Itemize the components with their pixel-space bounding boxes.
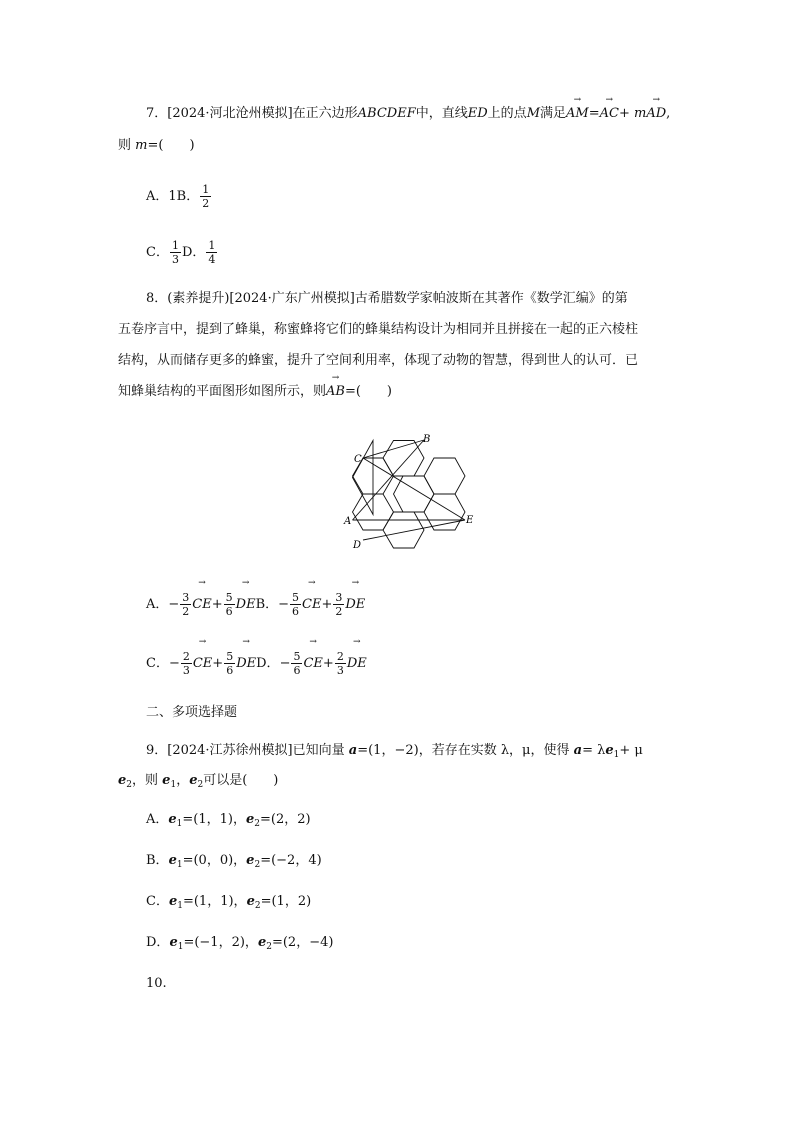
- sign: +: [212, 656, 224, 671]
- vector-de: → DE: [236, 588, 256, 622]
- q7-coef-m: m: [634, 106, 647, 121]
- e-letter: e: [168, 894, 178, 909]
- e1-value: =(1，1)，: [182, 894, 247, 909]
- e2-value: =(−2，4): [260, 853, 322, 868]
- sign: +: [321, 597, 333, 612]
- sign: +: [211, 597, 223, 612]
- hex-cell: [394, 476, 435, 512]
- honeycomb-figure: [330, 425, 490, 570]
- q8-c-frac2: [224, 650, 235, 677]
- q9-option-c: [146, 893, 311, 915]
- vector-ce: → CE: [303, 647, 322, 681]
- q7-options-ab: [146, 180, 212, 214]
- vector-de: → DE: [236, 647, 256, 681]
- q9-e2b: e: [189, 773, 198, 788]
- q8-option-d-label: D．: [256, 656, 280, 671]
- label-d: D: [353, 540, 362, 551]
- q8-vector-ab: → AB: [326, 383, 345, 401]
- frac-den: 6: [293, 664, 301, 677]
- option-label: C．: [146, 894, 169, 909]
- q8-line3: 结构，从而储存更多的蜂蜜，提升了空间利用率，体现了动物的智慧，得到世人的认可．已: [118, 353, 639, 368]
- q7-number: 7．: [146, 106, 168, 121]
- vector-de: → DE: [347, 647, 367, 681]
- q7-option-d-fraction: [206, 239, 217, 266]
- q9-comma: ，: [176, 773, 190, 788]
- q7-options-cd: [146, 236, 218, 270]
- subscript: 1: [176, 860, 183, 870]
- q9-then: ，则: [132, 773, 159, 788]
- q9-text-c: = λ: [582, 743, 606, 758]
- label-c: C: [354, 454, 362, 465]
- q7-line1: [146, 105, 670, 123]
- e2-value: =(2，−4): [271, 935, 334, 950]
- label-a: A: [344, 516, 352, 527]
- q9-e1b: e: [162, 773, 171, 788]
- e2-value: =(2，2): [260, 812, 311, 827]
- q8-b-frac2: [333, 591, 344, 618]
- subscript: 2: [126, 780, 133, 790]
- vector-ce: → CE: [302, 588, 321, 622]
- q7-line-ed: ED: [467, 106, 488, 121]
- q7-text-b: 中，直线: [415, 106, 468, 121]
- e-letter: e: [257, 935, 267, 950]
- subscript: 1: [177, 901, 183, 911]
- q7-option-c-fraction: [170, 239, 181, 266]
- e1-value: =(0，0)，: [182, 853, 247, 868]
- option-label: D．: [146, 935, 170, 950]
- q7-then: 则: [118, 138, 132, 153]
- e-letter: e: [246, 812, 255, 827]
- q7-option-a: A．1: [146, 189, 177, 204]
- frac-den: 6: [292, 605, 300, 618]
- q7-option-c-label: C．: [146, 245, 169, 260]
- hex-cell: [424, 458, 465, 494]
- q9-option-d: [146, 934, 333, 956]
- q8-option-c-label: C．: [146, 656, 169, 671]
- q9-option-a: [146, 811, 311, 833]
- vector-ce: → CE: [193, 647, 212, 681]
- subscript: 1: [613, 750, 620, 760]
- label-e: E: [466, 515, 474, 526]
- q7-blank: =( ): [147, 138, 195, 153]
- frac-num: 5: [225, 591, 233, 604]
- option-label: A．: [146, 812, 169, 827]
- q9-blank: 可以是( ): [203, 773, 279, 788]
- subscript: 1: [170, 780, 177, 790]
- vector-ce: → CE: [192, 588, 211, 622]
- frac-num: 3: [182, 591, 190, 604]
- vector-de: → DE: [345, 588, 365, 622]
- subscript: 1: [177, 942, 184, 952]
- q7-hexagon-name: ABCDEF: [357, 106, 416, 121]
- q7-text-c: 上的点: [487, 106, 527, 121]
- frac-num: 1: [171, 239, 179, 252]
- q9-e2: e: [118, 773, 127, 788]
- e-letter: e: [246, 894, 255, 909]
- e1-value: =(1，1)，: [182, 812, 246, 827]
- sign: −: [278, 597, 290, 612]
- q7-end-comma: ,: [666, 106, 671, 121]
- frac-den: 3: [182, 664, 190, 677]
- q7-option-b-label: B．: [176, 189, 200, 204]
- frac-den: 3: [336, 664, 344, 677]
- q8-options-cd: [146, 647, 367, 681]
- q7-vector-am: → AM: [566, 105, 589, 123]
- frac-num: 2: [182, 650, 190, 663]
- q8-line1: 8．(素养提升)[2024·广东广州模拟]古希腊数学家帕波斯在其著作《数学汇编》的第: [146, 291, 628, 306]
- frac-den: 6: [225, 605, 233, 618]
- q7-vector-ac: → AC: [600, 105, 619, 123]
- sign: −: [279, 656, 291, 671]
- q8-d-frac1: [291, 650, 302, 677]
- q8-option-b-label: B．: [255, 597, 279, 612]
- sign: +: [322, 656, 334, 671]
- frac-num: 3: [335, 591, 343, 604]
- q9-text-d: + μ: [619, 743, 643, 758]
- q7-text-a: 在正六边形: [292, 106, 358, 121]
- q9-vector-a: a: [348, 743, 358, 758]
- q8-b-frac1: [290, 591, 301, 618]
- frac-den: 4: [208, 253, 216, 266]
- q7-vector-ad: → AD: [646, 105, 666, 123]
- frac-num: 5: [226, 650, 234, 663]
- q8-text: 知蜂巢结构的平面图形如图所示，则: [118, 384, 327, 399]
- segment-ab: [353, 440, 425, 520]
- q8-line4: [118, 383, 392, 401]
- hex-cell: [383, 512, 424, 548]
- q8-a-frac1: [180, 591, 191, 618]
- q9-line2: [118, 772, 278, 794]
- q8-line2: 五卷序言中，提到了蜂巢，称蜜蜂将它们的蜂巢结构设计为相同并且拼接在一起的正六棱柱: [118, 322, 639, 337]
- sign: −: [168, 656, 180, 671]
- e1-value: =(−1，2)，: [183, 935, 258, 950]
- frac-num: 2: [336, 650, 344, 663]
- q7-line2: [118, 137, 195, 155]
- subscript: 2: [254, 860, 261, 870]
- subscript: 2: [266, 942, 272, 952]
- q9-option-b: [146, 852, 322, 874]
- q8-option-a-label: A．: [146, 597, 169, 612]
- e2-value: =(1，2): [260, 894, 312, 909]
- section-title: 二、多项选择题: [146, 705, 238, 720]
- q9-line1: [146, 742, 643, 764]
- subscript: 2: [254, 901, 261, 911]
- subscript: 1: [176, 819, 183, 829]
- q7-eq: =: [588, 106, 600, 121]
- e-letter: e: [168, 853, 177, 868]
- e-letter: e: [168, 812, 177, 827]
- e-letter: e: [169, 935, 178, 950]
- q7-point-m: M: [526, 106, 540, 121]
- q7-plus: +: [618, 106, 630, 121]
- hex-cell: [353, 441, 374, 515]
- frac-den: 6: [226, 664, 234, 677]
- subscript: 2: [197, 780, 204, 790]
- frac-num: 5: [293, 650, 301, 663]
- q7-m: m: [135, 138, 148, 153]
- q9-text-b: =(1，−2)，若存在实数 λ，μ，使得: [357, 743, 570, 758]
- sign: −: [168, 597, 180, 612]
- q7-source: [2024·河北沧州模拟]: [167, 106, 293, 121]
- q7-text-d: 满足: [540, 106, 567, 121]
- q9-text-a: 9．[2024·江苏徐州模拟]已知向量: [146, 743, 345, 758]
- q8-blank: =( ): [344, 384, 393, 399]
- frac-den: 3: [171, 253, 179, 266]
- q8-options-ab: [146, 588, 365, 622]
- segment-ce: [363, 458, 465, 520]
- q8-a-frac2: [224, 591, 235, 618]
- frac-num: 5: [292, 591, 300, 604]
- frac-den: 2: [202, 197, 210, 210]
- q8-d-frac2: [335, 650, 346, 677]
- q9-e1: e: [605, 743, 614, 758]
- e-letter: e: [246, 853, 255, 868]
- hex-cell: [424, 494, 465, 530]
- q7-option-d-label: D．: [181, 245, 206, 260]
- subscript: 2: [254, 819, 261, 829]
- frac-den: 2: [335, 605, 343, 618]
- q9-vector-a2: a: [573, 743, 583, 758]
- option-label: B．: [146, 853, 169, 868]
- q7-option-b-fraction: [200, 183, 211, 210]
- frac-num: 1: [208, 239, 216, 252]
- frac-num: 1: [202, 183, 210, 196]
- q8-c-frac1: [181, 650, 192, 677]
- q10-number: 10.: [146, 976, 167, 991]
- frac-den: 2: [182, 605, 190, 618]
- label-b: B: [423, 434, 431, 445]
